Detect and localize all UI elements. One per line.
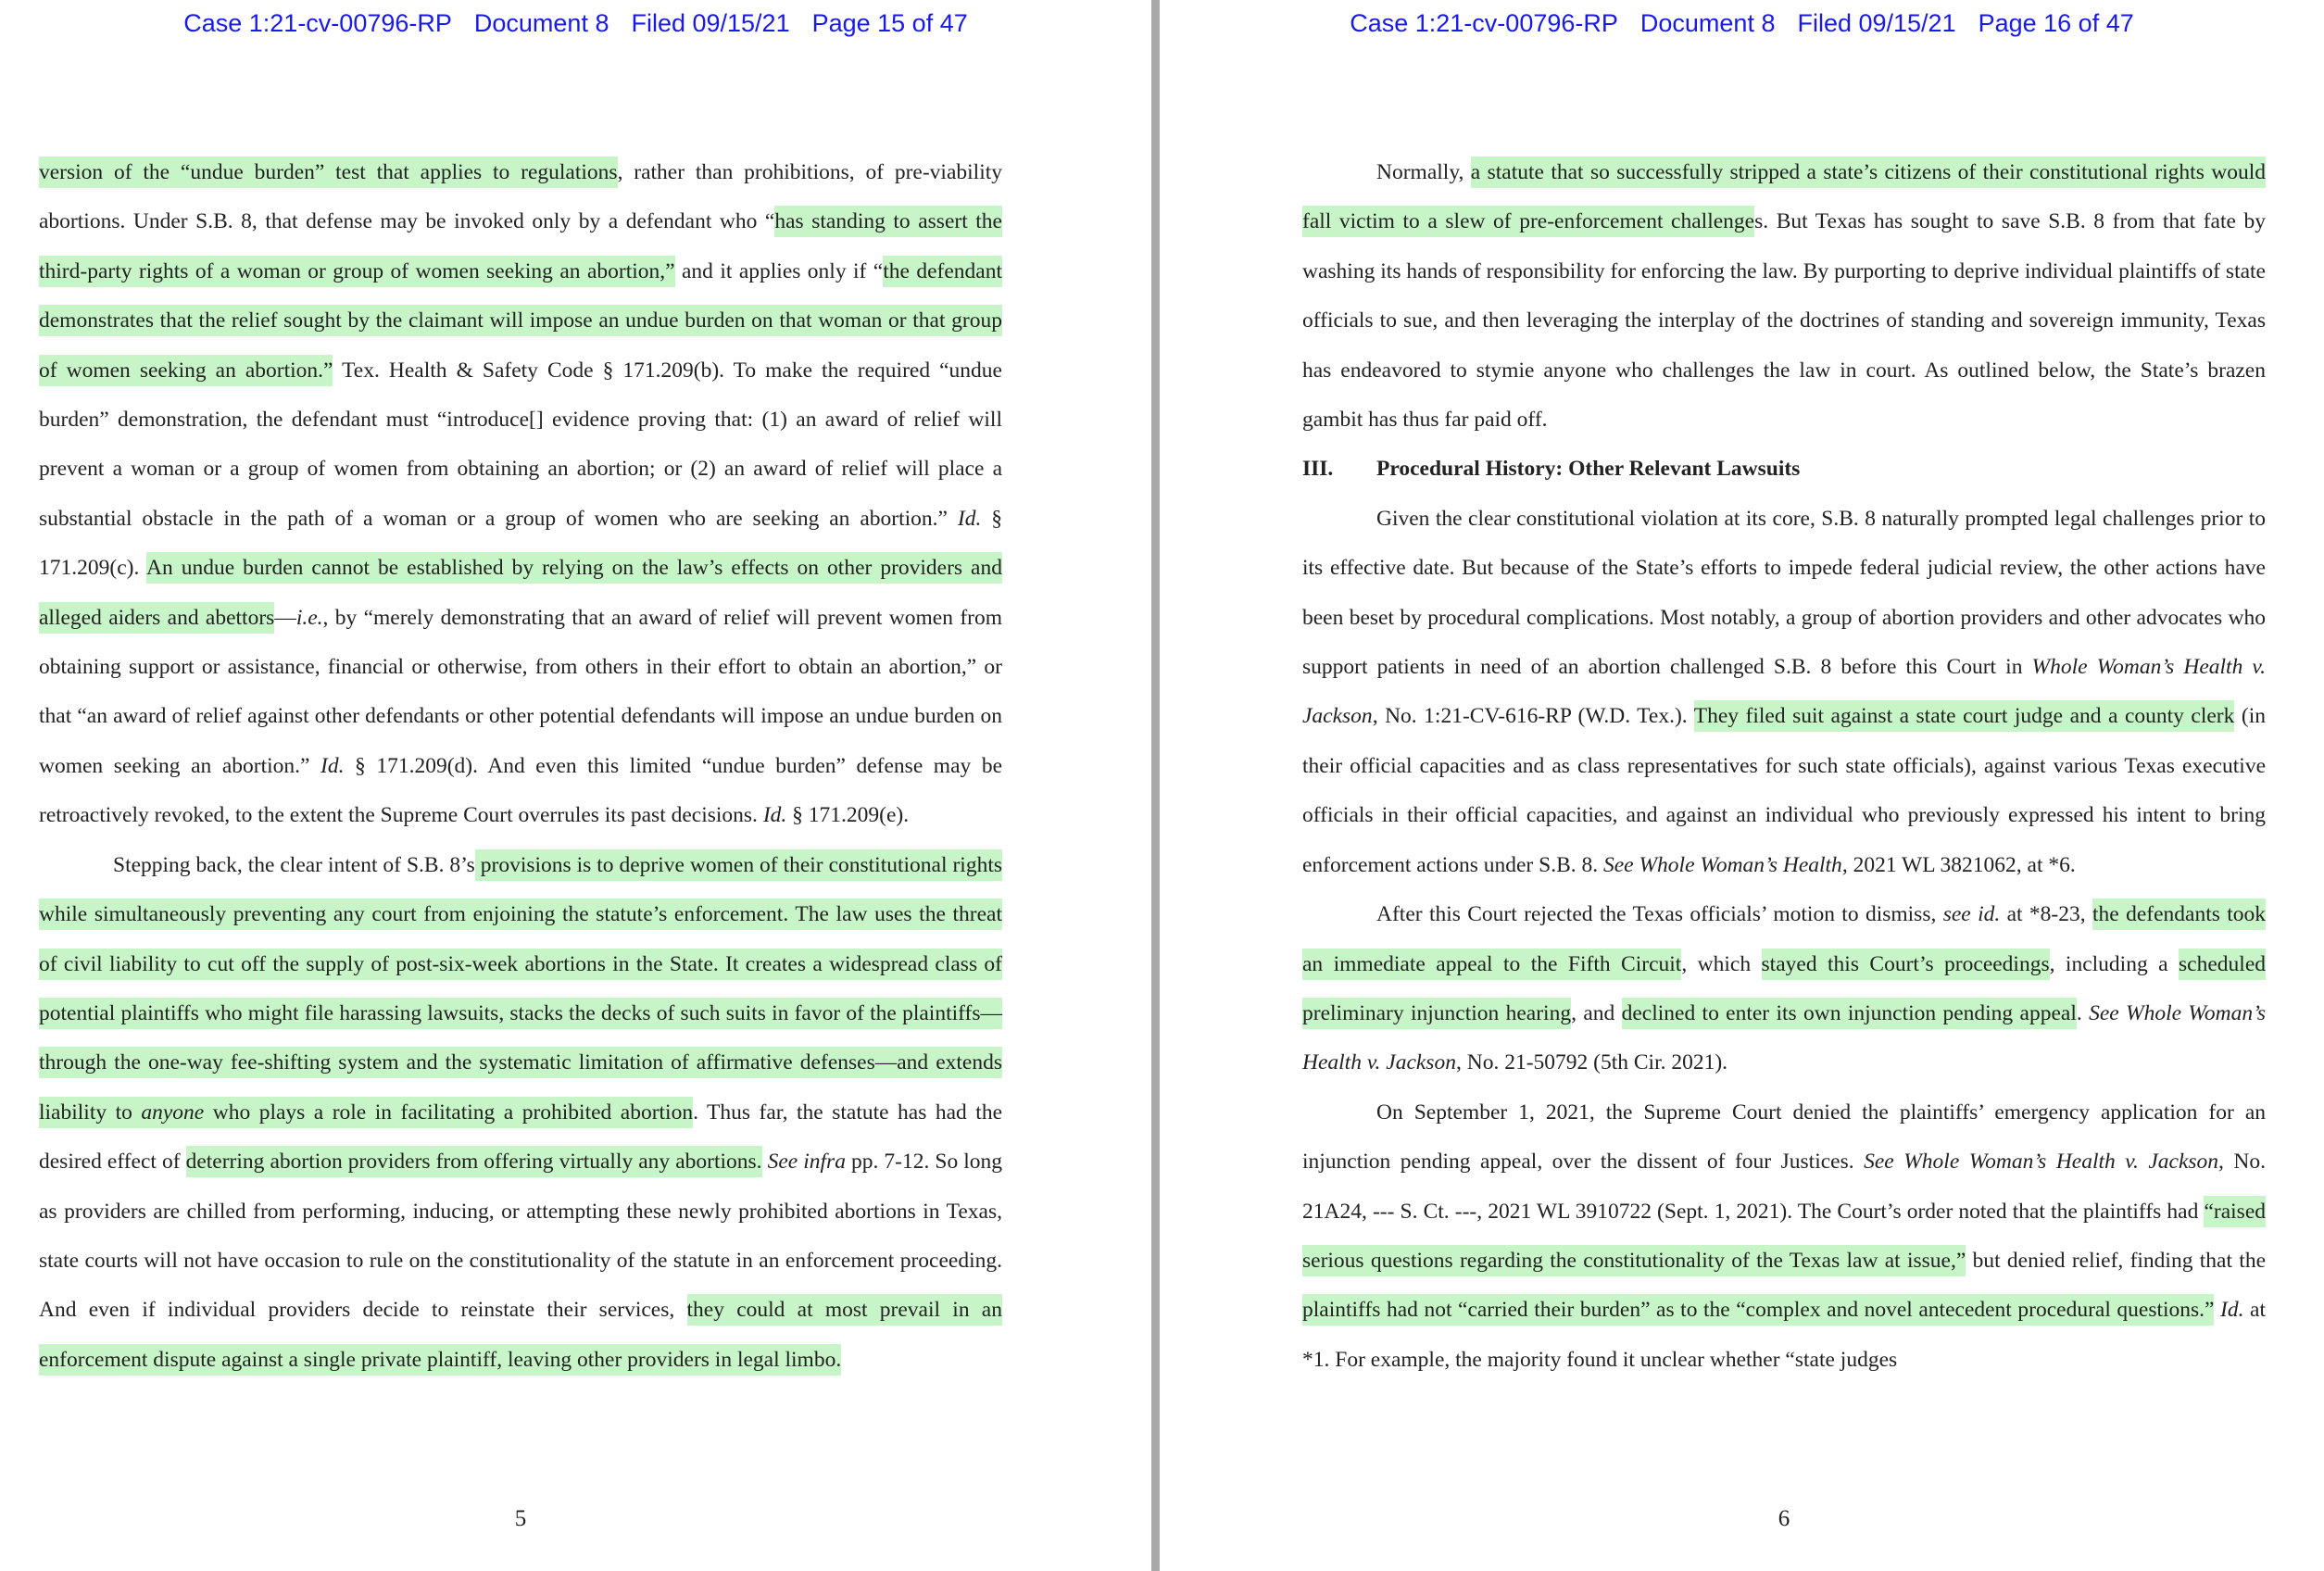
page-number: 6 xyxy=(1778,1506,1790,1531)
highlighted-text: the defendants took an immediate appeal to the Fifth Circuit xyxy=(1302,899,2266,979)
highlighted-text: plaintiffs had not “carried their burden” as to the “complex and novel antecedent procedural questions.” xyxy=(1302,1294,2214,1326)
text-run: , rather than prohibitions, of pre-viability abortions. Under S.B. 8, that defense may be invoked only by a defendant who “ xyxy=(39,160,1002,234)
page-count: Page 15 of 47 xyxy=(811,9,968,37)
text-run: s. But Texas has sought to save S.B. 8 from that fate by washing its hands of responsibility for enforcing the law. By purporting to deprive individual plaintiffs of state officials to sue, and then leveraging the interplay of the doctrines of standing and sovereign immunity, Texas has endeavored to stymie anyone who challenges the law in court. As outlined below, the State’s brazen gambit has thus far paid off. xyxy=(1302,209,2267,433)
case-number: Case 1:21-cv-00796-RP xyxy=(1350,9,1618,37)
text-run: , No. 21-50792 (5th Cir. 2021). xyxy=(1455,1050,1728,1075)
text-run: pp. 7-12. So long as providers are chilled from performing, inducing, or attempting these newly prohibited abortions in Texas, state courts will not have occasion to rule on the constitutionality of the statute in an enforcement proceeding. And even if individual providers decide to reinstate their services, xyxy=(39,1150,1003,1323)
text-run: see id. xyxy=(1942,902,2001,927)
filing-header xyxy=(0,7,1151,39)
text-run: After this Court rejected the Texas officials’ motion to dismiss, xyxy=(1376,902,1943,927)
highlighted-text: version of the “undue burden” test that applies to regulations xyxy=(39,157,618,188)
filed-date: Filed 09/15/21 xyxy=(631,9,790,37)
paragraph xyxy=(39,148,1002,841)
text-run: and it applies only if “ xyxy=(674,258,884,283)
page-body xyxy=(39,148,1002,1385)
highlighted-text: stayed this Court’s proceedings xyxy=(1762,949,2050,980)
text-run: See Whole Woman’s Health v. Jackson xyxy=(1302,1000,2267,1075)
paragraph xyxy=(1302,148,2266,445)
text-run: . xyxy=(2076,1000,2090,1025)
case-number: Case 1:21-cv-00796-RP xyxy=(183,9,452,37)
text-run: i.e. xyxy=(295,605,323,630)
section-number: III. xyxy=(1302,457,1334,482)
text-run: § 171.209(d). And even this limited “undue burden” defense may be retroactively revoked, to the extent the Supreme Court overrules its past decisions. xyxy=(39,753,1002,828)
highlighted-text: “raised serious questions regarding the constitutionality of the Texas law at issue,” xyxy=(1302,1196,2266,1276)
text-run: See Whole Woman’s Health xyxy=(1603,852,1842,877)
document-page-left xyxy=(0,0,1151,1571)
text-run: , and xyxy=(1571,1000,1622,1025)
highlighted-text: a statute that so successfully stripped a state’s citizens of their constitutional rights would fall victim to a slew of pre-enforcement challenge xyxy=(1302,157,2266,237)
page-number: 5 xyxy=(514,1506,527,1531)
text-run: Id. xyxy=(320,753,345,778)
text-run: § 171.209(c). xyxy=(39,506,1003,581)
paragraph xyxy=(39,841,1002,1385)
text-run: Given the clear constitutional violation at its core, S.B. 8 naturally prompted legal challenges prior to its effective date. But because of the State’s efforts to impede federal judicial review, the other actions have been beset by procedural complications. Most notably, a group of abortion providers and other advocates who support patients in need of an abortion challenged S.B. 8 before this Court in xyxy=(1302,506,2266,680)
page-divider xyxy=(1151,0,1160,1571)
text-run: at *8-23, xyxy=(2000,902,2092,927)
highlighted-text: They filed suit against a state court judge and a county clerk xyxy=(1694,700,2235,732)
text-run: , including a xyxy=(2049,951,2180,976)
text-run: but denied relief, finding that the xyxy=(1966,1248,2266,1273)
document-page-right xyxy=(1160,0,2324,1571)
highlighted-text: provisions is to deprive women of their constitutional rights while simultaneously preventing any court from enjoining the statute’s enforcement. The law uses the threat of civil liability to cut off the supply of post-six-week abortions in the State. It creates a widespread class of potential plaintiffs who might file harassing lawsuits, stacks the decks of such suits in favor of the plaintiffs—through the one-way fee-shifting system and the systematic limitation of affirmative defenses—and extends liability to xyxy=(39,849,1002,1128)
text-run: Normally, xyxy=(1376,160,1471,184)
paragraph xyxy=(1302,890,2266,1088)
document-number: Document 8 xyxy=(473,9,609,37)
highlighted-text: who plays a role in facilitating a prohibited abortion xyxy=(204,1097,693,1128)
highlighted-text: anyone xyxy=(141,1097,204,1128)
highlighted-text: they could at most prevail in an enforcement dispute against a single private plaintiff, leaving other providers in legal limbo. xyxy=(39,1294,1002,1375)
page-body xyxy=(1302,148,2266,1385)
text-run: — xyxy=(274,605,296,630)
text-run: On September 1, 2021, the Supreme Court denied the plaintiffs’ emergency application for an injunction pending appeal, over the dissent of four Justices. xyxy=(1302,1100,2266,1175)
highlighted-text: deterring abortion providers from offering virtually any abortions. xyxy=(186,1146,762,1177)
text-run: (in their official capacities and as class representatives for such state officials), against various Texas executive officials in their official capacities, and against an individual who previously expressed his intent to bring enforcement actions under S.B. 8. xyxy=(1302,704,2266,877)
text-run: , No. 21A24, --- S. Ct. ---, 2021 WL 3910722 (Sept. 1, 2021). The Court’s order noted that the plaintiffs had xyxy=(1302,1150,2266,1224)
text-run: , by “merely demonstrating that an award of relief will prevent women from obtaining support or assistance, financial or otherwise, from others in their effort to obtain an abortion,” or that “an award of relief against other defendants or other potential defendants will impose an undue burden on women seeking an abortion.” xyxy=(39,605,1002,778)
paragraph xyxy=(1302,495,2266,890)
text-run: , 2021 WL 3821062, at *6. xyxy=(1841,852,2076,877)
highlighted-text: has standing to assert the third-party rights of a woman or group of women seeking an abortion,” xyxy=(39,206,1002,286)
text-run: Id. xyxy=(2220,1298,2244,1323)
text-run: Tex. Health & Safety Code § 171.209(b). To make the required “undue burden” demonstration, the defendant must “introduce[] evidence proving that: (1) an award of relief will prevent a woman or a group of women from obtaining an abortion; or (2) an award of relief will place a substantial obstacle in the path of a woman or a group of women who are seeking an abortion.” xyxy=(39,358,1002,531)
filing-header xyxy=(1160,7,2324,39)
page-count: Page 16 of 47 xyxy=(1978,9,2134,37)
section-title: Procedural History: Other Relevant Lawsuits xyxy=(1376,457,1801,482)
text-run: Id. xyxy=(957,506,982,531)
text-run: § 171.209(e). xyxy=(786,803,910,828)
highlighted-text: the defendant demonstrates that the relief sought by the claimant will impose an undue burden on that woman or that group of women seeking an abortion.” xyxy=(39,256,1002,386)
highlighted-text: declined to enter its own injunction pending appeal xyxy=(1622,998,2077,1029)
text-run: Id. xyxy=(762,803,787,828)
document-number: Document 8 xyxy=(1639,9,1776,37)
highlighted-text: scheduled preliminary injunction hearing xyxy=(1302,949,2266,1029)
section-heading xyxy=(1302,445,2266,494)
text-run: at *1. For example, the majority found it unclear whether “state judges xyxy=(1302,1298,2266,1372)
filed-date: Filed 09/15/21 xyxy=(1797,9,1956,37)
highlighted-text: An undue burden cannot be established by relying on the law’s effects on other providers and alleged aiders and abettors xyxy=(39,552,1002,633)
text-run: See infra xyxy=(767,1150,846,1175)
text-run: Stepping back, the clear intent of S.B. 8’s xyxy=(113,852,475,877)
text-run: , which xyxy=(1681,951,1762,976)
text-run: . Thus far, the statute has had the desired effect of xyxy=(39,1100,1002,1175)
text-run: Whole Woman’s Health v. Jackson xyxy=(1302,655,2266,729)
text-run: See Whole Woman’s Health v. Jackson xyxy=(1864,1150,2219,1175)
paragraph xyxy=(1302,1088,2266,1385)
text-run: , No. 1:21-CV-616-RP (W.D. Tex.). xyxy=(1372,704,1694,729)
